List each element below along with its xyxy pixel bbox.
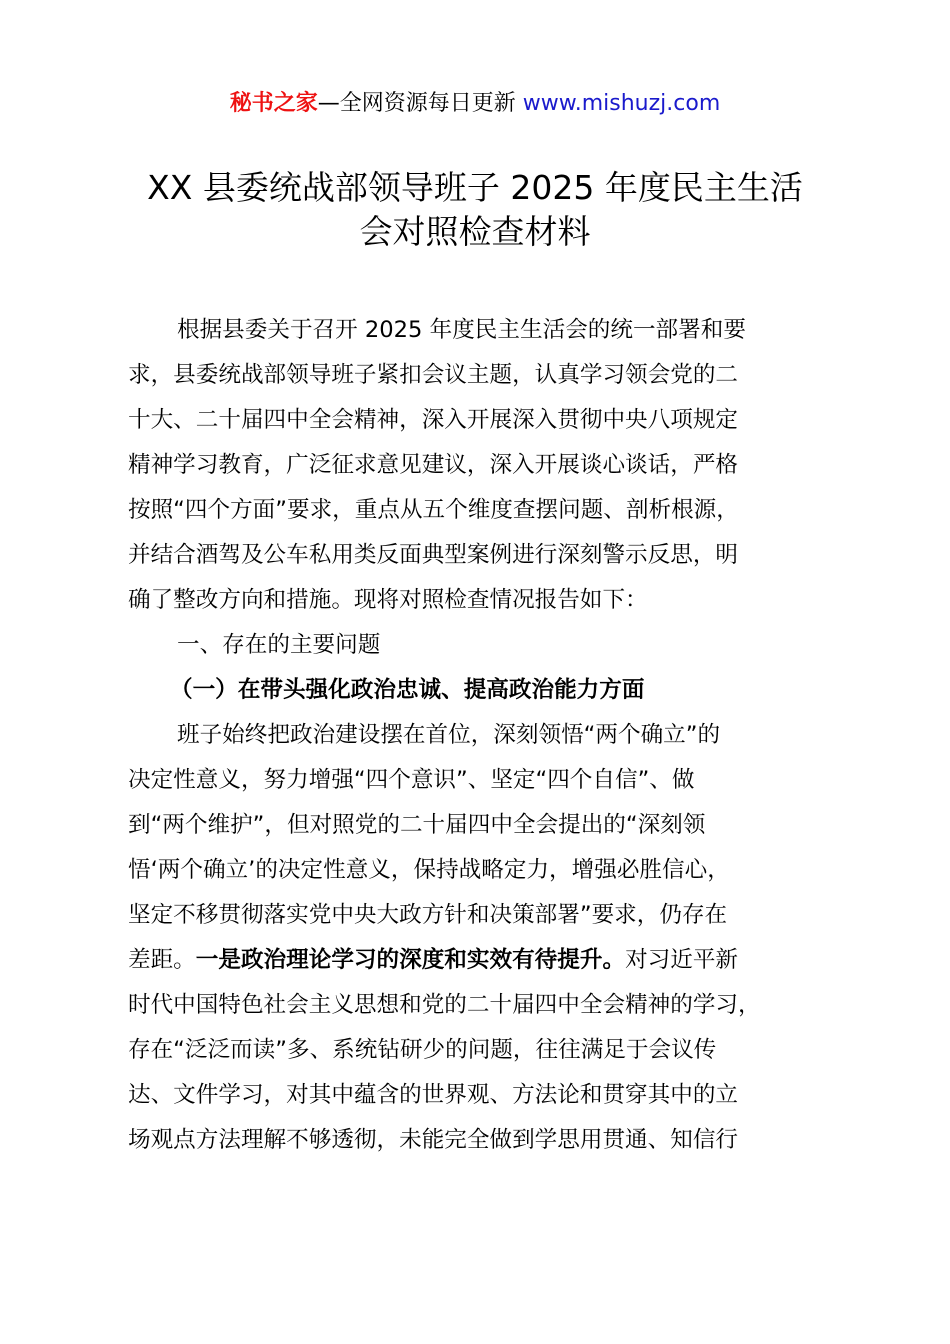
paragraph-line: 达、文件学习，对其中蕴含的世界观、方法论和贯穿其中的立 [128, 1082, 739, 1108]
document-body [128, 308, 858, 1163]
paragraph-line: 存在“泛泛而读”多、系统钻研少的问题，往往满足于会议传 [128, 1037, 717, 1063]
intro-line: 十大、二十届四中全会精神，深入开展深入贯彻中央八项规定 [128, 407, 739, 433]
banner-slogan: —全网资源每日更新 [317, 91, 523, 116]
paragraph-line: 到“两个维护”，但对照党的二十届四中全会提出的“深刻领 [128, 812, 706, 838]
paragraph-line-mixed [128, 938, 858, 983]
key-point-bold: 一是政治理论学习的深度和实效有待提升。 [195, 947, 626, 973]
paragraph-line: 场观点方法理解不够透彻，未能完全做到学思用贯通、知信行 [128, 1127, 739, 1153]
title-line-1: XX 县委统战部领导班子 2025 年度民主生活 [147, 168, 803, 207]
section-heading: 一、存在的主要问题 [177, 632, 381, 658]
title-line-2: 会对照检查材料 [359, 212, 591, 251]
document-title [0, 166, 950, 254]
intro-line: 并结合酒驾及公车私用类反面典型案例进行深刻警示反思，明 [128, 542, 739, 568]
intro-line: 确了整改方向和措施。现将对照检查情况报告如下： [128, 587, 648, 613]
site-banner [0, 86, 950, 122]
subsection-heading: （一）在带头强化政治忠诚、提高政治能力方面 [170, 677, 645, 703]
paragraph-line: 时代中国特色社会主义思想和党的二十届四中全会精神的学习， [128, 992, 761, 1018]
intro-line: 按照“四个方面”要求，重点从五个维度查摆问题、剖析根源， [128, 497, 739, 523]
intro-line: 根据县委关于召开 2025 年度民主生活会的统一部署和要 [177, 317, 746, 343]
paragraph-line: 坚定不移贯彻落实党中央大政方针和决策部署”要求，仍存在 [128, 902, 728, 928]
paragraph-line: 班子始终把政治建设摆在首位，深刻领悟“两个确立”的 [177, 722, 721, 748]
paragraph-line: 悟‘两个确立’的决定性意义，保持战略定力，增强必胜信心， [128, 857, 730, 883]
paragraph-text: 对习近平新 [625, 947, 739, 973]
site-url-link[interactable]: www.mishuzj.com [522, 91, 721, 116]
paragraph-text: 差距。 [128, 947, 196, 973]
intro-line: 精神学习教育，广泛征求意见建议，深入开展谈心谈话，严格 [128, 452, 739, 478]
brand-name: 秘书之家 [229, 91, 318, 116]
paragraph-line: 决定性意义，努力增强“四个意识”、坚定“四个自信”、做 [128, 767, 695, 793]
intro-line: 求，县委统战部领导班子紧扣会议主题，认真学习领会党的二 [128, 362, 739, 388]
